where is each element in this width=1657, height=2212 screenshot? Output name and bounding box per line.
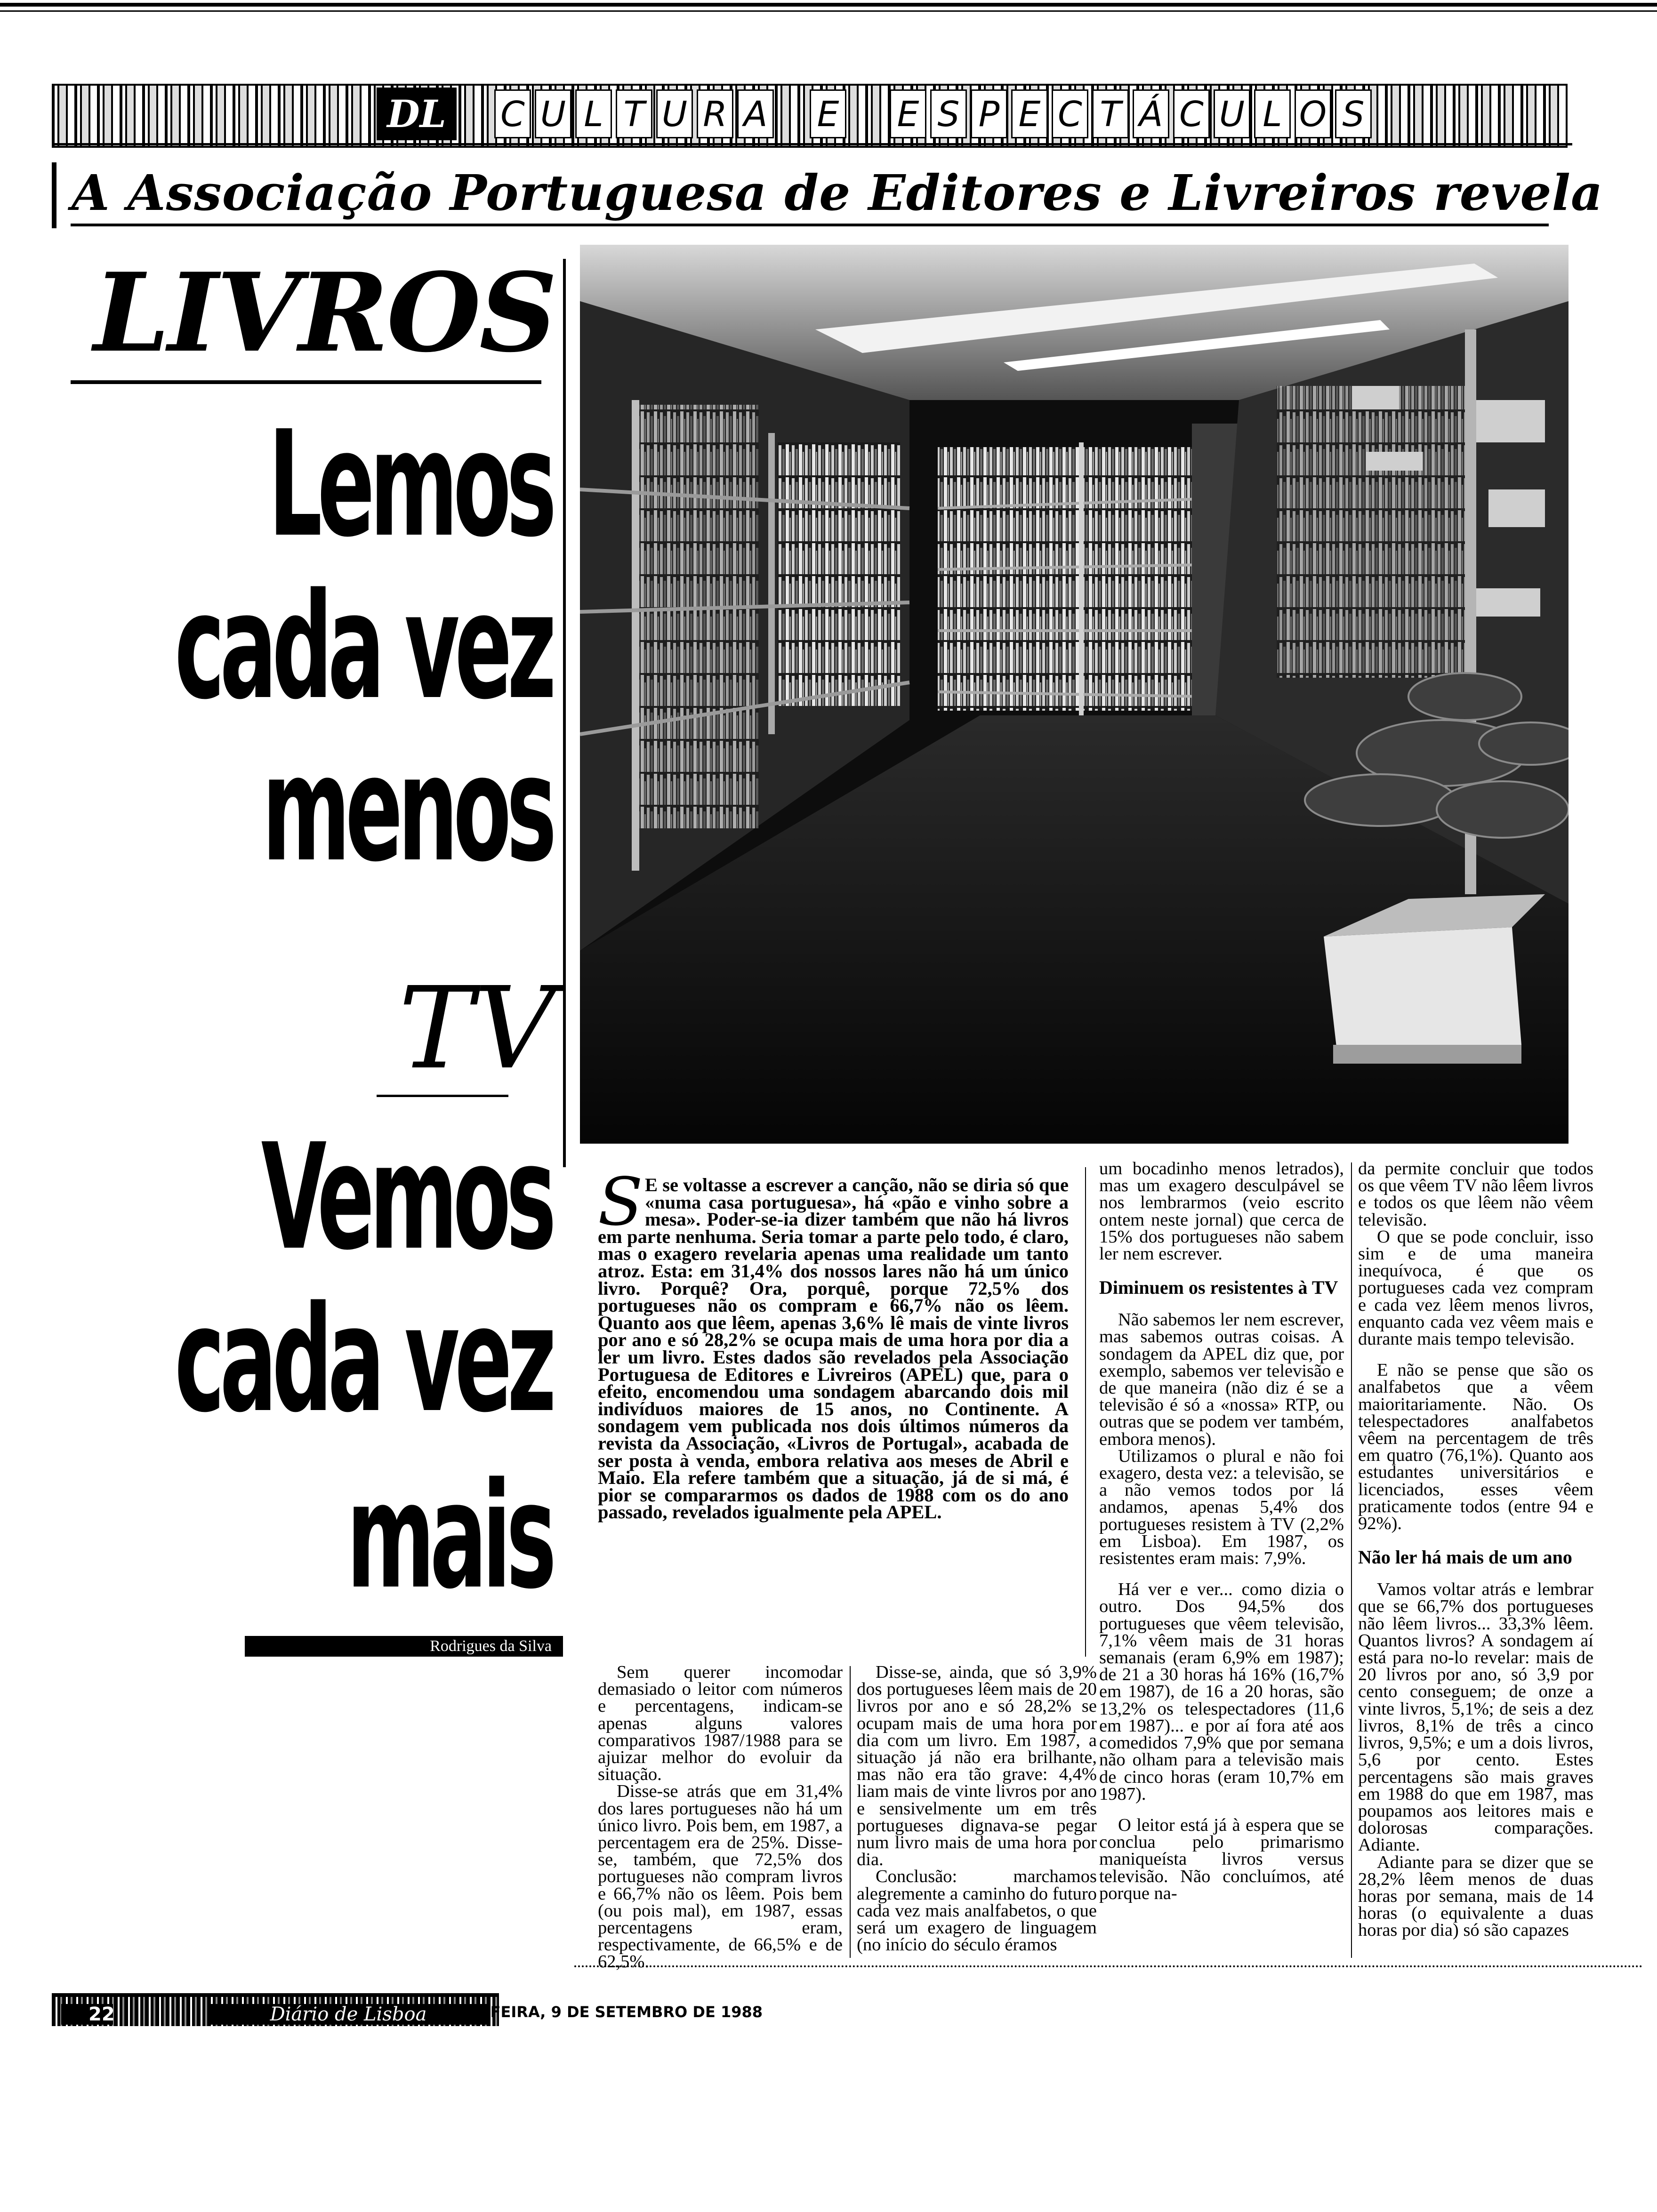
headline-tv: TV	[398, 962, 555, 1094]
section-letter: L	[575, 89, 612, 138]
subheading: Diminuem os resistentes à TV	[1099, 1277, 1338, 1298]
section-letter: U	[535, 89, 571, 138]
paragraph: Sem querer incomodar demasiado o leitor com números e percentagens, indicam-se apenas alguns valores comparativos 1987/1988 para se ajuizar melhor do evoluir da situação.	[598, 1662, 843, 1785]
newspaper-name: Diário de Lisboa	[207, 2004, 490, 2025]
headline-mais: mais	[346, 1451, 552, 1621]
column-rule	[850, 1666, 851, 1958]
paragraph: Utilizamos o plural e não foi exagero, desta vez: a televisão, se a não vemos todos por lá andamos, apenas 5,4% dos portugueses resistem à TV (2,2% em Lisboa). Em 1987, os resistentes eram mais: 7,9%.	[1099, 1446, 1344, 1569]
section-letter: U	[656, 89, 693, 138]
page-number: 22	[61, 2004, 113, 2025]
paragraph: Adiante para se dizer que se 28,2% lêem menos de duas horas por semana, mais de 14 horas (o equivalente a duas horas por dia) só são capazes	[1358, 1852, 1593, 1940]
top-rule-thin	[0, 10, 1657, 12]
section-letter: L	[1254, 89, 1291, 138]
section-letter: S	[1335, 89, 1372, 138]
section-letter: E	[890, 89, 926, 138]
kicker-bar	[52, 162, 56, 228]
section-word-e	[810, 89, 850, 139]
subheading: Não ler há mais de um ano	[1358, 1547, 1572, 1568]
byline: Rodrigues da Silva	[245, 1636, 563, 1657]
paragraph: Vamos voltar atrás e lembrar que se 66,7% dos portugueses não lêem livros... 33,3% lêem. Quantos livros? A sondagem aí está para no-lo revelar: mais de 20 livros por ano, só 3,9 por cento conseguem; de onze a vinte livros, 5,1%; de seis a dez livros, 8,1% de três a cinco livros, 9,5%; e um a dois livros, 5,6 por cento. Estes percentagens são mais graves em 1988 do que em 1987, mas poupamos aos leitores mais e dolorosas comparações. Adiante.	[1358, 1579, 1593, 1855]
section-letter: A	[737, 89, 774, 138]
section-letter: T	[1092, 89, 1129, 138]
section-letter: Á	[1133, 89, 1169, 138]
headline-divider	[563, 259, 566, 1167]
headline-livros-rule	[71, 380, 541, 384]
article-column-4	[1358, 1160, 1593, 1939]
headline-lemos: Lemos	[268, 400, 552, 569]
section-letter: C	[1052, 89, 1088, 138]
section-letter: S	[930, 89, 967, 138]
section-letter: O	[1295, 89, 1331, 138]
headline-menos: menos	[262, 724, 552, 894]
paragraph: E não se pense que são os analfabetos que a vêem maioritariamente. Não. Os telespectadores analfabetos vêem na percentagem de três em quatro (76,1%). Quanto aos estudantes universitários e licenciados, esses vêem praticamente todos (entre 94 e 92%).	[1358, 1360, 1593, 1534]
paragraph: Disse-se, ainda, que só 3,9% dos portugueses lêem mais de 20 livros por ano e só 28,2% se ocupam mais de uma hora por dia com um livro. Em 1987, a situação já não era brilhante, mas não era tão grave: 4,4% liam mais de vinte livros por ano e sensivelmente um em três portugueses dignava-se pegar num livro mais de uma hora por dia.	[857, 1662, 1097, 1870]
paragraph: Disse-se atrás que em 31,4% dos lares portugueses não há um único livro. Pois bem, em 1987, a percentagem era de 25%. Disse-se, também, que 72,5% dos portugueses não compram livros e 66,7% não os lêem. Pois bem (ou pois mal), em 1987, essas percentagens eram, respectivamente, de 66,5% e de 62,5%.	[598, 1781, 843, 1972]
paragraph: Não sabemos ler nem escrever, mas sabemos outras coisas. A sondagem da APEL diz que, por exemplo, sabemos ver televisão e de que maneira (não diz é se a televisão é só a «nossa» RTP, ou outras que se podem ver também, embora menos).	[1099, 1310, 1344, 1449]
section-letter: R	[697, 89, 733, 138]
section-letter: P	[971, 89, 1007, 138]
article-column-2	[857, 1664, 1097, 1953]
article-column-1	[598, 1664, 843, 1971]
article-lead	[598, 1164, 1069, 1523]
section-word-espectaculos	[890, 89, 1375, 139]
kicker-underline	[71, 224, 1549, 226]
article-column-3	[1099, 1160, 1344, 1902]
newspaper-logo: DL	[377, 88, 457, 140]
headline-tv-rule	[377, 1095, 508, 1097]
paragraph: O leitor está já à espera que se conclua pelo primarismo maniqueísta livros versus televisão. Não concluímos, até porque na-	[1099, 1815, 1344, 1903]
section-letter: C	[1173, 89, 1210, 138]
section-letter: E	[1011, 89, 1048, 138]
headline-cada-vez-1: cada vez	[175, 562, 552, 732]
section-letter: E	[810, 89, 846, 138]
library-photo	[580, 245, 1569, 1144]
headline-livros: LIVROS	[93, 249, 555, 377]
column-rule	[1085, 1167, 1086, 1657]
paragraph: Há ver e ver... como dizia o outro. Dos 94,5% dos portugueses que vêem televisão, 7,1% vêem mais de 31 horas semanais (eram 6,9% em 1987); de 21 a 30 horas há 16% (16,7% em 1987), de 16 a 20 horas, são 13,2% os telespectadores (11,6 em 1987)... e por aí fora até aos comedidos 7,9% que por semana não olham para a televisão mais de cinco horas (eram 10,7% em 1987).	[1099, 1579, 1344, 1804]
paragraph: da permite concluir que todos os que vêem TV não lêem livros e todos os que lêem não vêem televisão.	[1358, 1159, 1593, 1230]
banner-rule	[52, 143, 1572, 145]
column-rule	[1351, 1162, 1352, 1958]
kicker	[52, 158, 1603, 233]
drop-cap: S	[598, 1164, 643, 1241]
section-letter: C	[494, 89, 531, 138]
issue-date: SEXTA-FEIRA, 9 DE SETEMBRO DE 1988	[430, 2003, 763, 2021]
paragraph: Conclusão: marchamos alegremente a caminho do futuro cada vez mais analfabetos, o que será um exagero de linguagem (no início do século éramos	[857, 1867, 1097, 1955]
headline-cada-vez-2: cada vez	[175, 1275, 552, 1445]
paragraph: um bocadinho menos letrados), mas um exagero desculpável se nos lembrarmos (veio escrito ontem neste jornal) que cerca de 15% dos portugueses não sabem ler nem escrever.	[1099, 1159, 1344, 1264]
headline-vemos: Vemos	[261, 1113, 552, 1282]
lead-text: E se voltasse a escrever a canção, não se diria só que «numa casa portuguesa», há «pão e vinho sobre a mesa». Poder-se-ia dizer também que não há livros em parte nenhuma. Seria tomar a parte pelo todo, é claro, mas o exagero revelaria apenas uma realidade um tanto atroz. Esta: em 31,4% dos nossos lares não há um único livro. Porquê? Ora, porquê, porque 72,5% dos portugueses não os compram e 66,7% não os lêem. Quanto aos que lêem, apenas 3,6% lê mais de vinte livros por ano e só 28,2% se ocupa mais de uma hora por dia a ler um livro. Estes dados são revelados pela Associação Portuguesa de Editores e Livreiros (APEL) que, para o efeito, encomendou uma sondagem abarcando dois mil indivíduos maiores de 15 anos, no Continente. A sondagem vem publicada nos dois últimos números da revista da Associação, «Livros de Portugal», acabada de ser posta à venda, embora relativa aos meses de Abril e Maio. Ela refere também que a situação, já de si má, é pior se compararmos os dados de 1988 com os do ano passado, revelados igualmente pela APEL.	[598, 1174, 1069, 1523]
bottom-dotted-rule	[574, 1965, 1643, 1967]
section-letter: T	[616, 89, 652, 138]
section-word-cultura	[494, 89, 778, 139]
section-letter: U	[1214, 89, 1250, 138]
paragraph: O que se pode concluir, isso sim e de uma maneira inequívoca, é que os portugueses cada vez compram e cada vez lêem menos livros, enquanto cada vez vêem mais e durante mais tempo televisão.	[1358, 1226, 1593, 1349]
top-rule	[0, 3, 1657, 7]
kicker-text: A Associação Portuguesa de Editores e Livreiros revela	[72, 164, 1603, 222]
library-bookshelves-icon	[580, 245, 1569, 1144]
